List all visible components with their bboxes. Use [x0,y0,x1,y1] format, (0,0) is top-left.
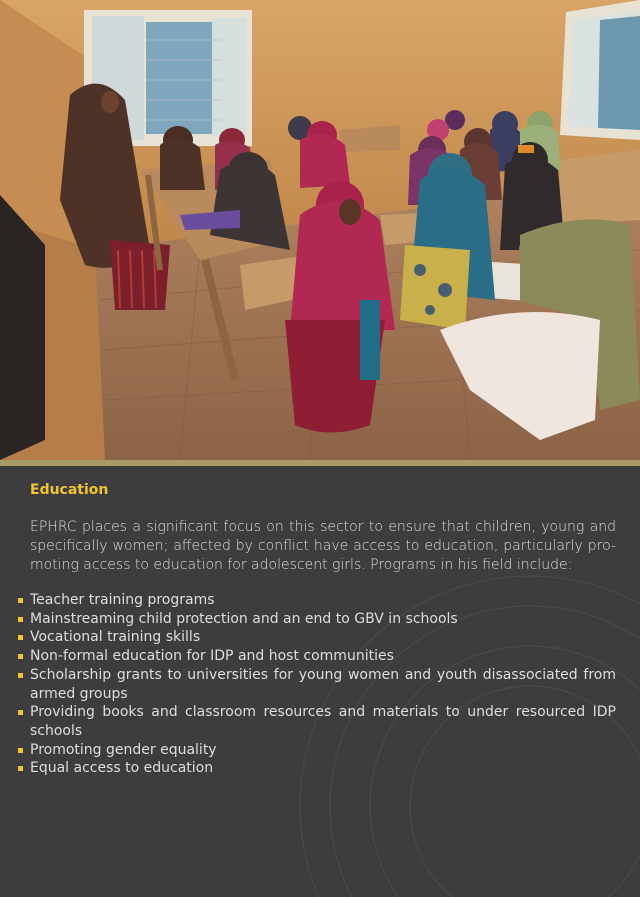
education-panel [0,466,640,897]
list-item-text: Promoting gender equality [30,741,217,758]
list-item [30,703,616,740]
list-item-text: Vocational training skills [30,629,201,646]
list-item-text: Non-formal education for IDP and host communities [30,648,394,665]
bullet-icon [18,673,23,678]
section-heading: Education [30,482,109,498]
bullet-icon [18,766,23,771]
list-item-text: Mainstreaming child protection and an end to GBV in schools [30,610,458,627]
list-item [30,666,616,703]
list-item [30,741,616,760]
list-item [30,610,616,629]
education-content [30,482,616,778]
bullet-icon [18,617,23,622]
list-item-text: Scholarship grants to universities for young women and youth disassociated from armed groups [30,666,616,702]
bullet-icon [18,635,23,640]
list-item-text: Equal access to education [30,760,214,777]
bullet-icon [18,710,23,715]
bullet-icon [18,598,23,603]
list-item [30,628,616,647]
list-item-text: Providing books and classroom resources and materials to under resourced IDP schools [30,704,616,739]
list-item [30,759,616,778]
bullet-icon [18,748,23,753]
program-list [30,591,616,778]
bullet-icon [18,654,23,659]
list-item [30,647,616,666]
section-intro: EPHRC places a significant focus on this sector to ensure that children, young and specifically women; affected by conflict have access to education, particularly pro-moting access to education for adolescent girls. Programs in his field include: [30,519,616,573]
list-item [30,591,616,610]
list-item-text: Teacher training programs [30,592,215,608]
